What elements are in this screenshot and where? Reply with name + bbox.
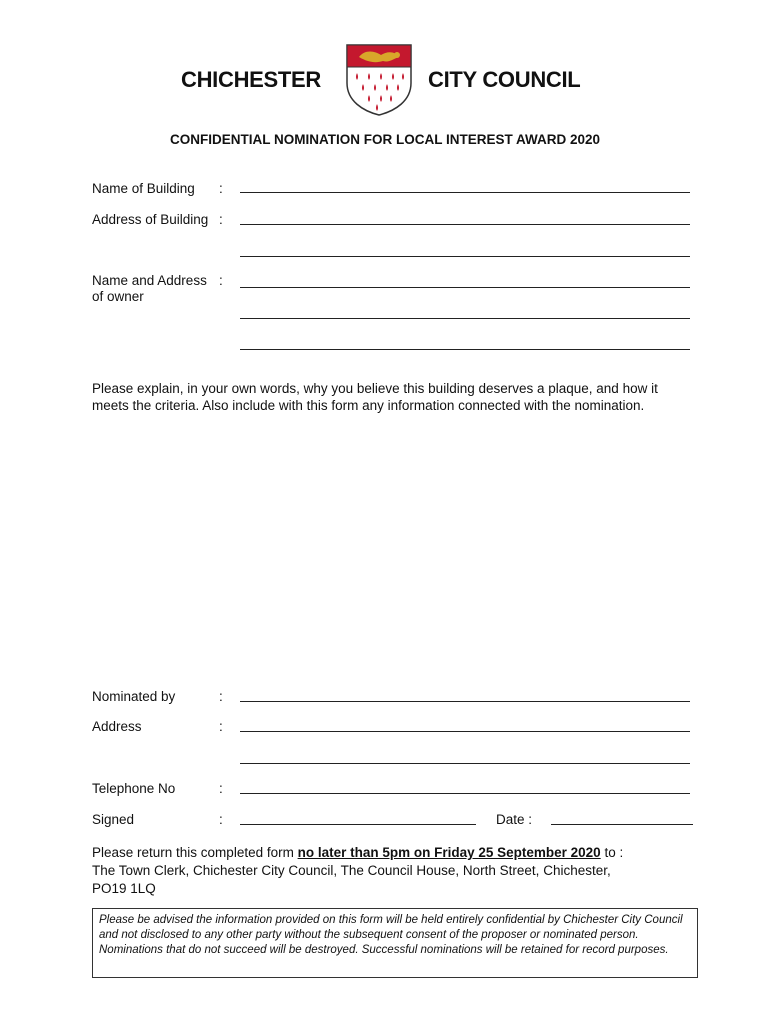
nominator-address-field-1[interactable] xyxy=(240,731,690,732)
owner-label-line2: of owner xyxy=(92,289,144,304)
telephone-label: Telephone No xyxy=(92,781,176,796)
nominator-address-label: Address xyxy=(92,719,142,734)
date-label: Date : xyxy=(496,812,533,827)
colon: : xyxy=(219,812,223,827)
signed-label: Signed xyxy=(92,812,135,827)
owner-label-line1: Name and Address xyxy=(92,273,207,288)
header-left-text: CHICHESTER xyxy=(181,67,322,92)
explanation-area[interactable] xyxy=(92,420,692,670)
coat-of-arms-icon xyxy=(345,43,413,117)
owner-field-1[interactable] xyxy=(240,287,690,288)
owner-field-2[interactable] xyxy=(240,318,690,319)
return-instructions xyxy=(92,844,623,861)
colon: : xyxy=(219,719,223,734)
explain-line1: Please explain, in your own words, why you believe this building deserves a plaque, and how it xyxy=(92,381,658,396)
building-name-field[interactable] xyxy=(240,192,690,193)
nominated-by-label: Nominated by xyxy=(92,689,176,704)
colon: : xyxy=(219,689,223,704)
return-deadline: no later than 5pm on Friday 25 September 2020 xyxy=(297,845,601,860)
colon: : xyxy=(219,273,223,288)
colon: : xyxy=(219,781,223,796)
building-address-field-2[interactable] xyxy=(240,256,690,257)
colon: : xyxy=(219,181,223,196)
nominated-by-field[interactable] xyxy=(240,701,690,702)
building-address-field-1[interactable] xyxy=(240,224,690,225)
telephone-field[interactable] xyxy=(240,793,690,794)
explain-line2: meets the criteria. Also include with this form any information connected with the nomination. xyxy=(92,398,645,413)
nominator-address-field-2[interactable] xyxy=(240,763,690,764)
date-field[interactable] xyxy=(551,824,693,825)
return-prefix: Please return this completed form xyxy=(92,845,298,860)
signature-field[interactable] xyxy=(240,824,476,825)
colon: : xyxy=(219,212,223,227)
confidentiality-notice: Please be advised the information provided on this form will be held entirely confidential by Chichester City Council and not disclosed to any other party without the subsequent consent of the proposer or nominated person. Nominations that do not succeed will be destroyed. Successful nominations will be retained for record purposes. xyxy=(92,908,698,978)
page-title: CONFIDENTIAL NOMINATION FOR LOCAL INTEREST AWARD 2020 xyxy=(169,132,601,147)
return-address-line2: PO19 1LQ xyxy=(92,881,156,896)
owner-field-3[interactable] xyxy=(240,349,690,350)
return-address-line1: The Town Clerk, Chichester City Council, The Council House, North Street, Chichester, xyxy=(92,863,611,878)
building-name-label: Name of Building xyxy=(92,181,195,196)
return-suffix: to : xyxy=(600,845,624,860)
building-address-label: Address of Building xyxy=(92,212,209,227)
header-right-text: CITY COUNCIL xyxy=(428,67,581,92)
